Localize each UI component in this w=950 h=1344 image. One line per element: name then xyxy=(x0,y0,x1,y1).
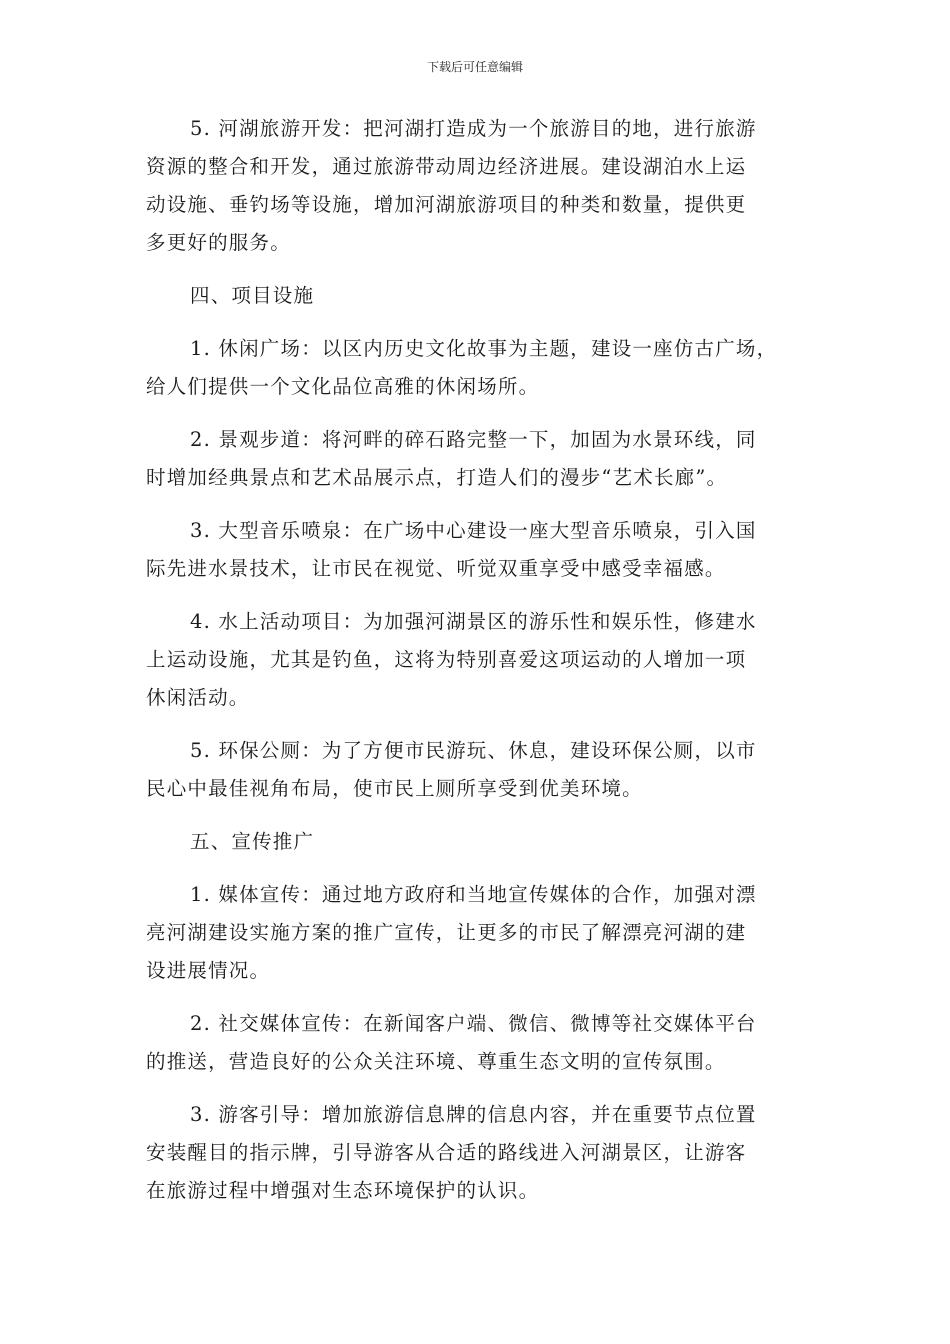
paragraph-visitor-guidance: 3. 游客引导：增加旅游信息牌的信息内容，并在重要节点位置 安装醒目的指示牌，引导游客从合适的路线进入河湖景区，让游客 在旅游过程中增强对生态环境保护的认识。 xyxy=(146,1103,757,1202)
page-header: 下载后可任意编辑 xyxy=(426,60,523,74)
paragraph-media-promotion: 1. 媒体宣传：通过地方政府和当地宣传媒体的合作，加强对漂 亮河湖建设实施方案的推广宣传，让更多的市民了解漂亮河湖的建 设进展情况。 xyxy=(146,883,757,982)
paragraph-water-activities: 4. 水上活动项目：为加强河湖景区的游乐性和娱乐性，修建水 上运动设施，尤其是钓鱼，这将为特别喜爱这项运动的人增加一项 休闲活动。 xyxy=(146,610,757,709)
section-heading-project-facilities: 四、项目设施 xyxy=(190,284,315,307)
paragraph-social-media-promotion: 2. 社交媒体宣传：在新闻客户端、微信、微博等社交媒体平台 的推送，营造良好的公众关注环境、尊重生态文明的宣传氛围。 xyxy=(146,1012,757,1073)
document-body xyxy=(146,110,808,1225)
section-heading-promotion: 五、宣传推广 xyxy=(190,830,315,853)
paragraph-eco-toilets: 5. 环保公厕：为了方便市民游玩、休息，建设环保公厕，以市 民心中最佳视角布局，使市民上厕所享受到优美环境。 xyxy=(146,739,757,800)
paragraph-scenic-walkway: 2. 景观步道：将河畔的碎石路完整一下，加固为水景环线，同 时增加经典景点和艺术品展示点，打造人们的漫步“艺术长廊”。 xyxy=(146,428,757,489)
paragraph-river-tourism-development: 5. 河湖旅游开发：把河湖打造成为一个旅游目的地，进行旅游 资源的整合和开发，通过旅游带动周边经济进展。建设湖泊水上运 动设施、垂钓场等设施，增加河湖旅游项目的种类和数量，提供更 多更好的服务。 xyxy=(146,117,757,254)
paragraph-music-fountain: 3. 大型音乐喷泉：在广场中心建设一座大型音乐喷泉，引入国 际先进水景技术，让市民在视觉、听觉双重享受中感受幸福感。 xyxy=(146,519,757,580)
paragraph-leisure-square: 1. 休闲广场：以区内历史文化故事为主题，建设一座仿古广场， 给人们提供一个文化品位高雅的休闲场所。 xyxy=(146,337,778,398)
